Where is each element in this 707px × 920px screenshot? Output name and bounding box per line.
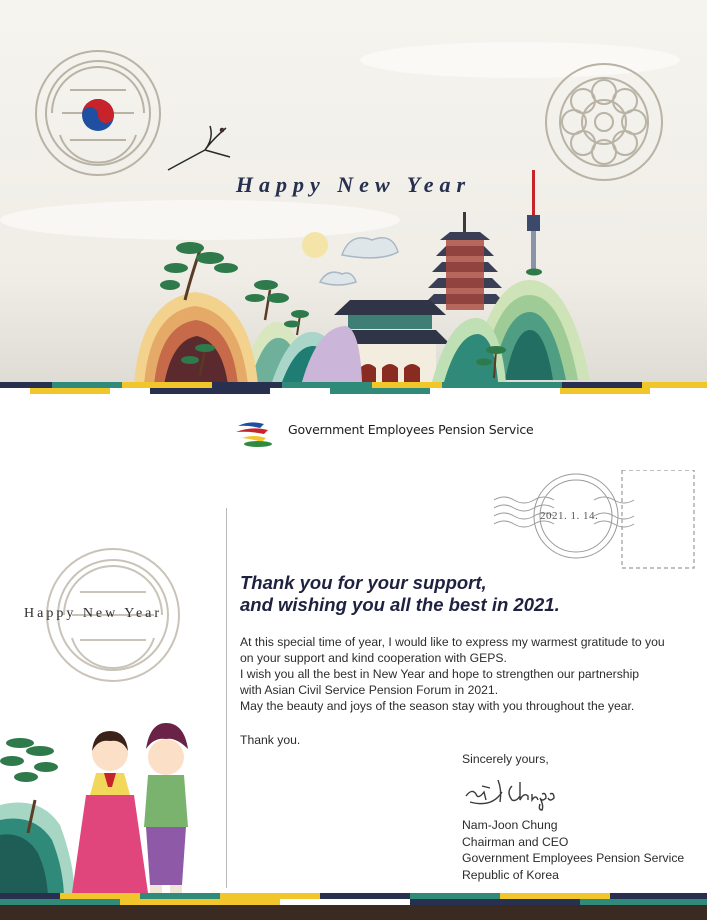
signer-country: Republic of Korea: [462, 867, 559, 882]
girl-figure-icon: [72, 731, 148, 893]
divider-strip: [330, 388, 430, 394]
body-line: I wish you all the best in New Year and hope to strengthen our partnership: [240, 667, 640, 681]
signer-organization: Government Employees Pension Service: [462, 851, 685, 865]
pagoda-icon: [424, 212, 506, 310]
body-line: with Asian Civil Service Pension Forum in 2021.: [240, 683, 499, 697]
sun-icon: [302, 232, 328, 258]
letter-thanks: Thank you.: [240, 733, 301, 747]
children-hanbok-illustration: [0, 715, 215, 900]
body-line: on your support and kind cooperation with GEPS.: [240, 651, 507, 665]
body-line: At this special time of year, I would like to express my warmest gratitude to you: [240, 635, 665, 649]
letter-headline: [240, 572, 690, 616]
org-name: Government Employees Pension Service: [288, 422, 534, 437]
korean-flag-circle-icon: [82, 99, 114, 131]
geps-logo-icon: [234, 418, 284, 448]
signer-name: Nam-Joon Chung: [462, 818, 558, 832]
divider-strip: [560, 388, 650, 394]
stamp-frame-icon: [622, 470, 694, 568]
headline-line-1: Thank you for your support,: [240, 572, 487, 593]
vertical-divider: [226, 508, 227, 888]
divider-strip: [30, 388, 110, 394]
divider-strip: [150, 388, 270, 394]
cloud-swirl-icon: [320, 238, 398, 285]
flower-medallion-icon: [546, 64, 662, 180]
divider-strip: [642, 382, 707, 388]
signer-title: Chairman and CEO: [462, 834, 569, 849]
letter-body: [240, 634, 700, 714]
signer-block: [462, 817, 684, 883]
handwritten-signature-icon: [462, 772, 572, 812]
hero-banner: [0, 0, 707, 395]
side-title: Happy New Year: [24, 606, 163, 621]
headline-line-2: and wishing you all the best in 2021.: [240, 594, 560, 615]
body-line: May the beauty and joys of the season stay with you throughout the year.: [240, 699, 635, 713]
hero-title: Happy New Year: [235, 172, 472, 197]
postmark-icon: [494, 470, 699, 575]
letter-closing: Sincerely yours,: [462, 752, 549, 766]
left-hill-icon: [134, 292, 258, 385]
footer-bar: [0, 905, 707, 920]
boy-figure-icon: [144, 723, 188, 895]
crane-bird-icon: [168, 126, 230, 170]
divider-strip: [442, 382, 562, 388]
postmark-date: 2021. 1. 14.: [540, 510, 599, 522]
